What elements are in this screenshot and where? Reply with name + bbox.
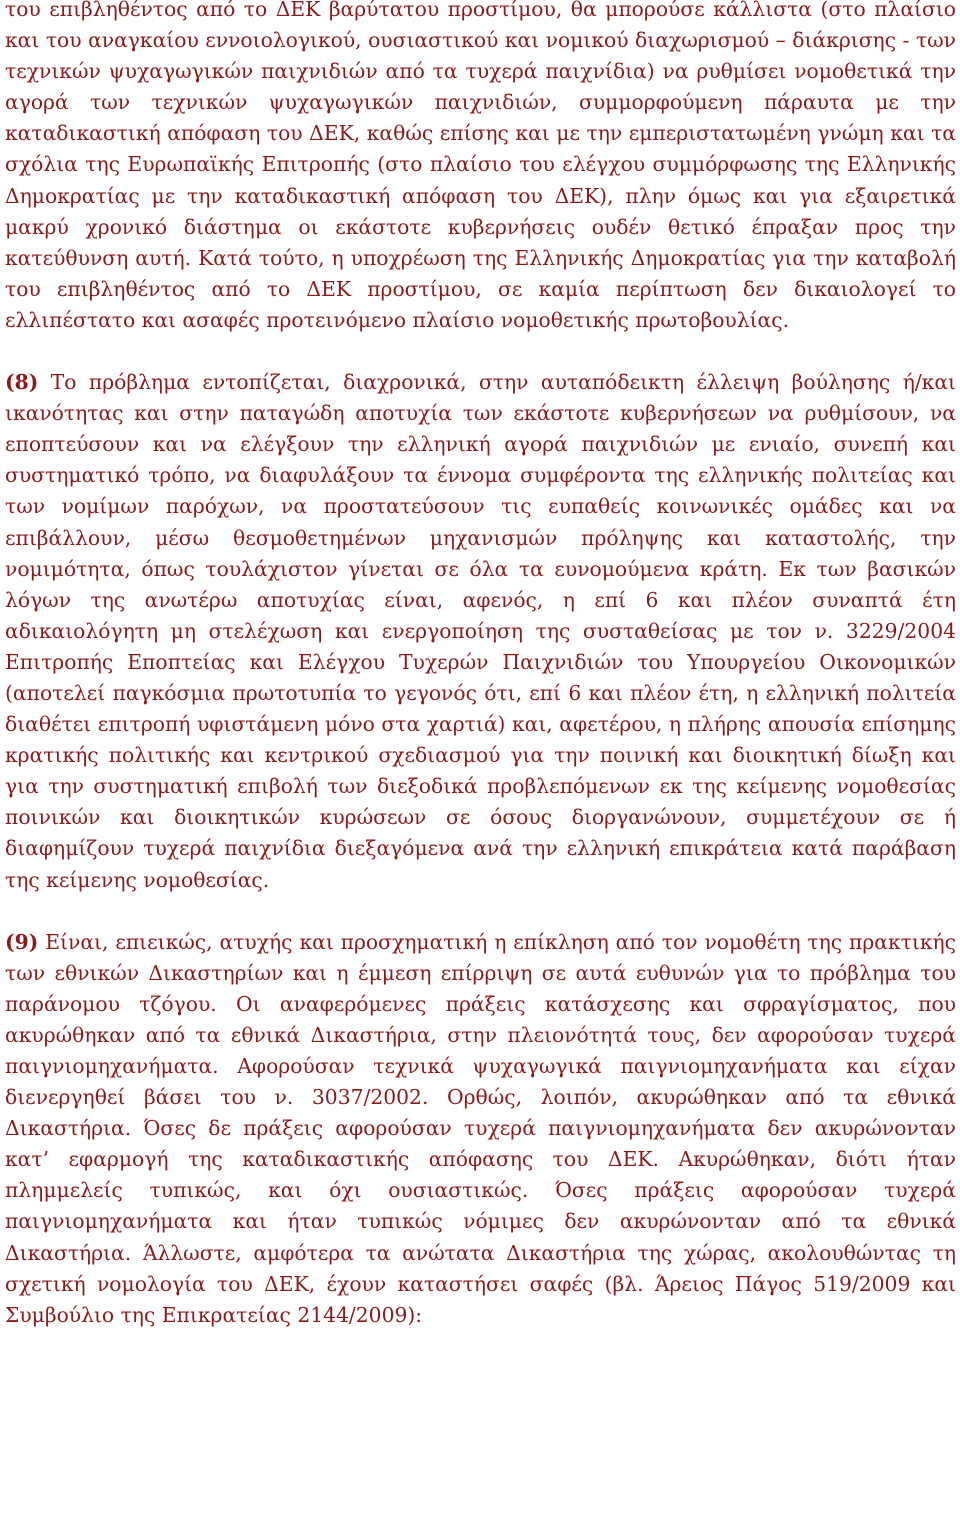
paragraph-text: του επιβληθέντος από το ΔΕΚ βαρύτατου προστίμου, θα μπορούσε κάλλιστα (στο πλαίσιο και του αναγκαίου εννοιολογικού, ουσιαστικού και νομικού διαχωρισμού – διάκρισης - των τεχνικών ψυχαγωγικών παιχνιδιών από τα τυχερά παιχνίδια) να ρυθμίσει νομοθετικά την αγορά των τεχνικών ψυχαγωγικών παιχνιδιών, συμμορφούμενη πάραυτα με την καταδικαστική απόφαση του ΔΕΚ, καθώς επίσης και με την εμπεριστατωμένη γνώμη και τα σχόλια της Ευρωπαϊκής Επιτροπής (στο πλαίσιο του ελέγχου συμμόρφωσης της Ελληνικής Δημοκρατίας με την καταδικαστική απόφαση του ΔΕΚ), πλην όμως και για εξαιρετικά μακρύ χρονικό διάστημα οι εκάστοτε κυβερνήσεις ουδέν θετικό έπραξαν προς την κατεύθυνση αυτή. Κατά τούτο, η υποχρέωση της Ελληνικής Δημοκρατίας για την καταβολή του επιβληθέντος από το ΔΕΚ προστίμου, σε καμία περίπτωση δεν δικαιολογεί το ελλιπέστατο και ασαφές προτεινόμενο πλαίσιο νομοθετικής πρωτοβουλίας. xyxy=(5,0,956,332)
paragraph-number: (9) xyxy=(5,929,39,954)
paragraph-9 xyxy=(5,927,956,1331)
paragraph-number: (8) xyxy=(5,370,39,395)
paragraph-text: Το πρόβλημα εντοπίζεται, διαχρονικά, στην αυταπόδεικτη έλλειψη βούλησης ή/και ικανότητας και στην παταγώδη αποτυχία των εκάστοτε κυβερνήσεων να ρυθμίσουν, να εποπτεύσουν και να ελέγξουν την ελληνική αγορά παιχνιδιών με ενιαίο, συνεπή και συστηματικό τρόπο, να διαφυλάξουν τα έννομα συμφέροντα της ελληνικής πολιτείας και των νομίμων παρόχων, να προστατεύσουν τις ευπαθείς κοινωνικές ομάδες και να επιβάλλουν, μέσω θεσμοθετημένων μηχανισμών πρόληψης και καταστολής, την νομιμότητα, όπως τουλάχιστον γίνεται σε όλα τα ευνομούμενα κράτη. Εκ των βασικών λόγων της ανωτέρω αποτυχίας είναι, αφενός, η επί 6 και πλέον συναπτά έτη αδικαιολόγητη μη στελέχωση και ενεργοποίηση της συσταθείσας με τον ν. 3229/2004 Επιτροπής Εποπτείας και Ελέγχου Τυχερών Παιχνιδιών του Υπουργείου Οικονομικών (αποτελεί παγκόσμια πρωτοτυπία το γεγονός ότι, επί 6 και πλέον έτη, η ελληνική πολιτεία διαθέτει επιτροπή υφιστάμενη μόνο στα χαρτιά) και, αφετέρου, η πλήρης απουσία επίσημης κρατικής πολιτικής και κεντρικού σχεδιασμού για την ποινική και διοικητική δίωξη και για την συστηματική επιβολή των διεξοδικά προβλεπόμενων εκ της κείμενης νομοθεσίας ποινικών και διοικητικών κυρώσεων σε όσους διοργανώνουν, συμμετέχουν σε ή διαφημίζουν τυχερά παιχνίδια διεξαγόμενα ανά την ελληνική επικράτεια κατά παράβαση της κείμενης νομοθεσίας. xyxy=(5,370,956,892)
paragraph-text: Είναι, επιεικώς, ατυχής και προσχηματική η επίκληση από τον νομοθέτη της πρακτικής των εθνικών Δικαστηρίων και η έμμεση επίρριψη σε αυτά ευθυνών για το πρόβλημα του παράνομου τζόγου. Οι αναφερόμενες πράξεις κατάσχεσης και σφραγίσματος, που ακυρώθηκαν από τα εθνικά Δικαστήρια, στην πλειονότητά τους, δεν αφορούσαν τυχερά παιγνιομηχανήματα. Αφορούσαν τεχνικά ψυχαγωγικά παιγνιομηχανήματα και είχαν διενεργηθεί βάσει του ν. 3037/2002. Ορθώς, λοιπόν, ακυρώθηκαν από τα εθνικά Δικαστήρια. Όσες δε πράξεις αφορούσαν τυχερά παιγνιομηχανήματα δεν ακυρώνονταν κατ’ εφαρμογή της καταδικαστικής απόφασης του ΔΕΚ. Ακυρώθηκαν, διότι ήταν πλημμελείς τυπικώς, και όχι ουσιαστικώς. Όσες πράξεις αφορούσαν τυχερά παιγνιομηχανήματα και ήταν τυπικώς νόμιμες δεν ακυρώνονταν από τα εθνικά Δικαστήρια. Άλλωστε, αμφότερα τα ανώτατα Δικαστήρια της χώρας, ακολουθώντας τη σχετική νομολογία του ΔΕΚ, έχουν καταστήσει σαφές (βλ. Άρειος Πάγος 519/2009 και Συμβούλιο της Επικρατείας 2144/2009): xyxy=(5,929,956,1327)
paragraph-continuation xyxy=(5,0,956,336)
paragraph-8 xyxy=(5,367,956,896)
